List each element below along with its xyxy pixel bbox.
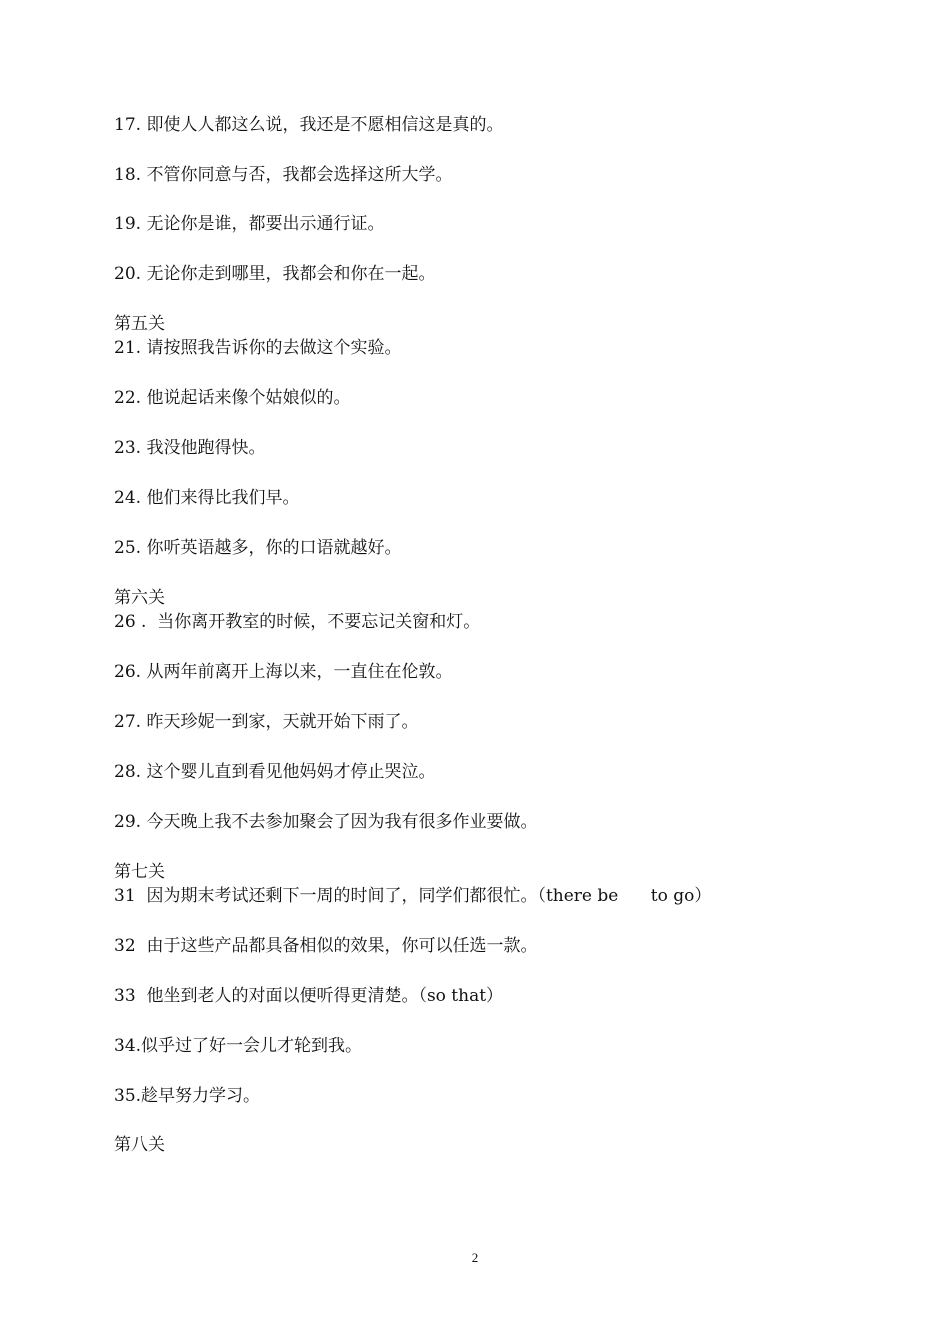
sentence-24: 24. 他们来得比我们早。 — [114, 488, 300, 508]
sentence-31: 31 因为期末考试还剩下一周的时间了，同学们都很忙。（there be to go） — [114, 886, 712, 906]
sentence-32: 32 由于这些产品都具备相似的效果，你可以任选一款。 — [114, 936, 538, 956]
sentence-34: 34.似乎过了好一会儿才轮到我。 — [114, 1036, 363, 1056]
sentence-35: 35.趁早努力学习。 — [114, 1086, 261, 1106]
sentence-26a: 26 . 当你离开教室的时候，不要忘记关窗和灯。 — [114, 612, 481, 632]
sentence-27: 27. 昨天珍妮一到家，天就开始下雨了。 — [114, 712, 419, 732]
section-heading-7: 第七关 — [114, 862, 165, 882]
sentence-21: 21. 请按照我告诉你的去做这个实验。 — [114, 338, 402, 358]
sentence-19: 19. 无论你是谁，都要出示通行证。 — [114, 214, 385, 234]
section-heading-8: 第八关 — [114, 1135, 165, 1155]
section-heading-6: 第六关 — [114, 588, 165, 608]
sentence-22: 22. 他说起话来像个姑娘似的。 — [114, 388, 351, 408]
sentence-23: 23. 我没他跑得快。 — [114, 438, 266, 458]
sentence-17: 17. 即使人人都这么说，我还是不愿相信这是真的。 — [114, 115, 504, 135]
sentence-26b: 26. 从两年前离开上海以来，一直住在伦敦。 — [114, 662, 453, 682]
page-number: 2 — [471, 1250, 479, 1265]
sentence-20: 20. 无论你走到哪里，我都会和你在一起。 — [114, 264, 436, 284]
sentence-29: 29. 今天晚上我不去参加聚会了因为我有很多作业要做。 — [114, 812, 538, 832]
sentence-33: 33 他坐到老人的对面以便听得更清楚。（so that） — [114, 986, 504, 1006]
section-heading-5: 第五关 — [114, 314, 165, 334]
sentence-18: 18. 不管你同意与否，我都会选择这所大学。 — [114, 165, 453, 185]
sentence-25: 25. 你听英语越多，你的口语就越好。 — [114, 538, 402, 558]
sentence-28: 28. 这个婴儿直到看见他妈妈才停止哭泣。 — [114, 762, 436, 782]
